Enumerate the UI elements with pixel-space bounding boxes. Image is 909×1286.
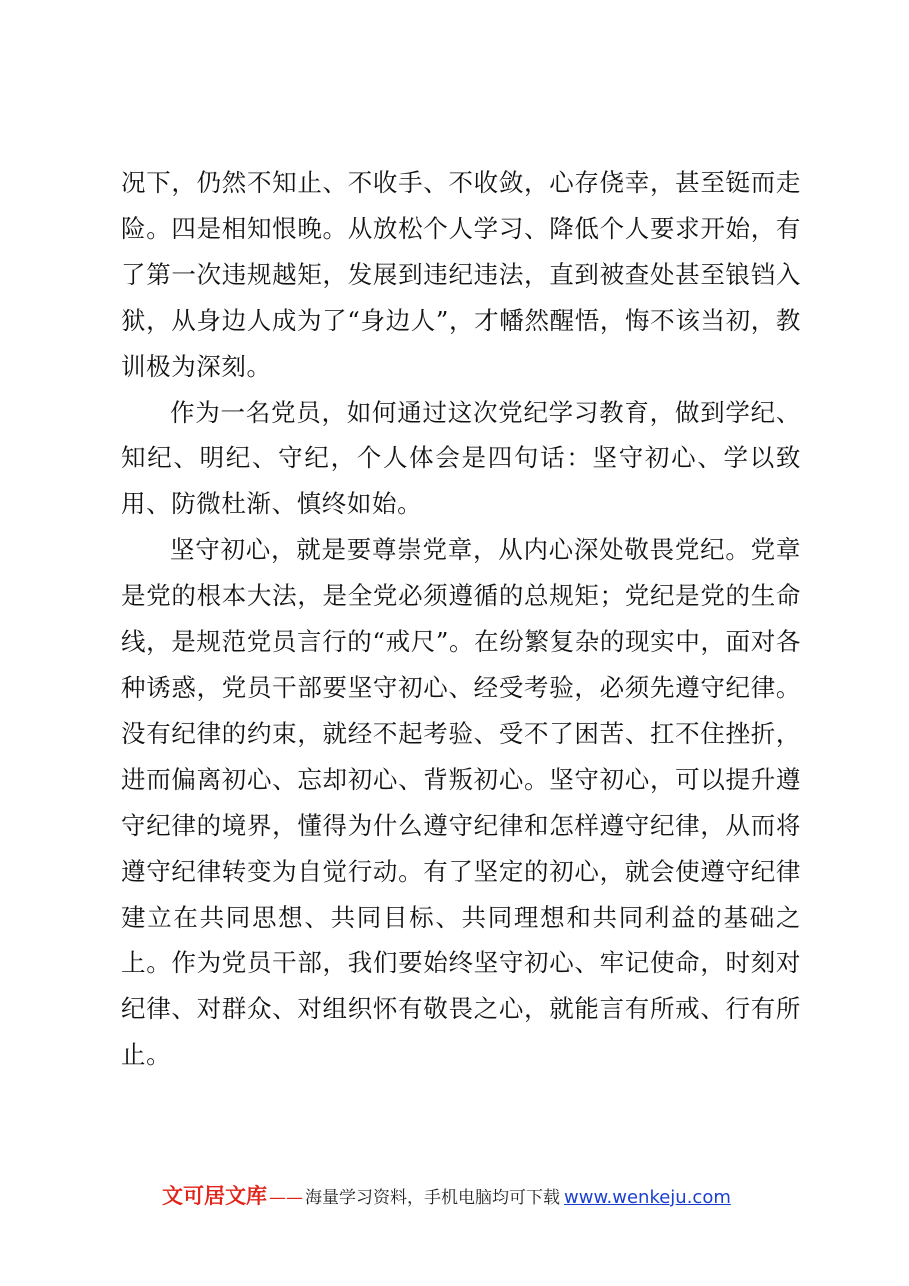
footer-separator: —— — [269, 1188, 303, 1208]
paragraph-1: 况下，仍然不知止、不收手、不收敛，心存侥幸，甚至铤而走险。四是相知恨晚。从放松个人学习、降低个人要求开始，有了第一次违规越矩，发展到违纪违法，直到被查处甚至锒铛入狱，从身边人成为了“身边人”，才幡然醒悟，悔不该当初，教训极为深刻。 — [121, 168, 801, 381]
paragraph-2: 作为一名党员，如何通过这次党纪学习教育，做到学纪、知纪、明纪、守纪，个人体会是四句话：坚守初心、学以致用、防微杜渐、慎终如始。 — [121, 397, 801, 519]
footer-brand: 文可居文库 — [162, 1184, 267, 1208]
footer-banner — [162, 1180, 802, 1212]
paragraph-3: 坚守初心，就是要尊崇党章，从内心深处敬畏党纪。党章是党的根本大法，是全党必须遵循的总规矩；党纪是党的生命线，是规范党员言行的“戒尺”。在纷繁复杂的现实中，面对各种诱惑，党员干部要坚守初心、经受考验，必须先遵守纪律。没有纪律的约束，就经不起考验、受不了困苦、扛不住挫折，进而偏离初心、忘却初心、背叛初心。坚守初心，可以提升遵守纪律的境界，懂得为什么遵守纪律和怎样遵守纪律，从而将遵守纪律转变为自觉行动。有了坚定的初心，就会使遵守纪律建立在共同思想、共同目标、共同理想和共同利益的基础之上。作为党员干部，我们要始终坚守初心、牢记使命，时刻对纪律、对群众、对组织怀有敬畏之心，就能言有所戒、行有所止。 — [121, 535, 801, 1070]
footer-website-link[interactable]: www.wenkeju.com — [564, 1187, 731, 1208]
footer-description: 海量学习资料，手机电脑均可下载 — [305, 1188, 560, 1208]
document-body — [121, 160, 801, 1078]
